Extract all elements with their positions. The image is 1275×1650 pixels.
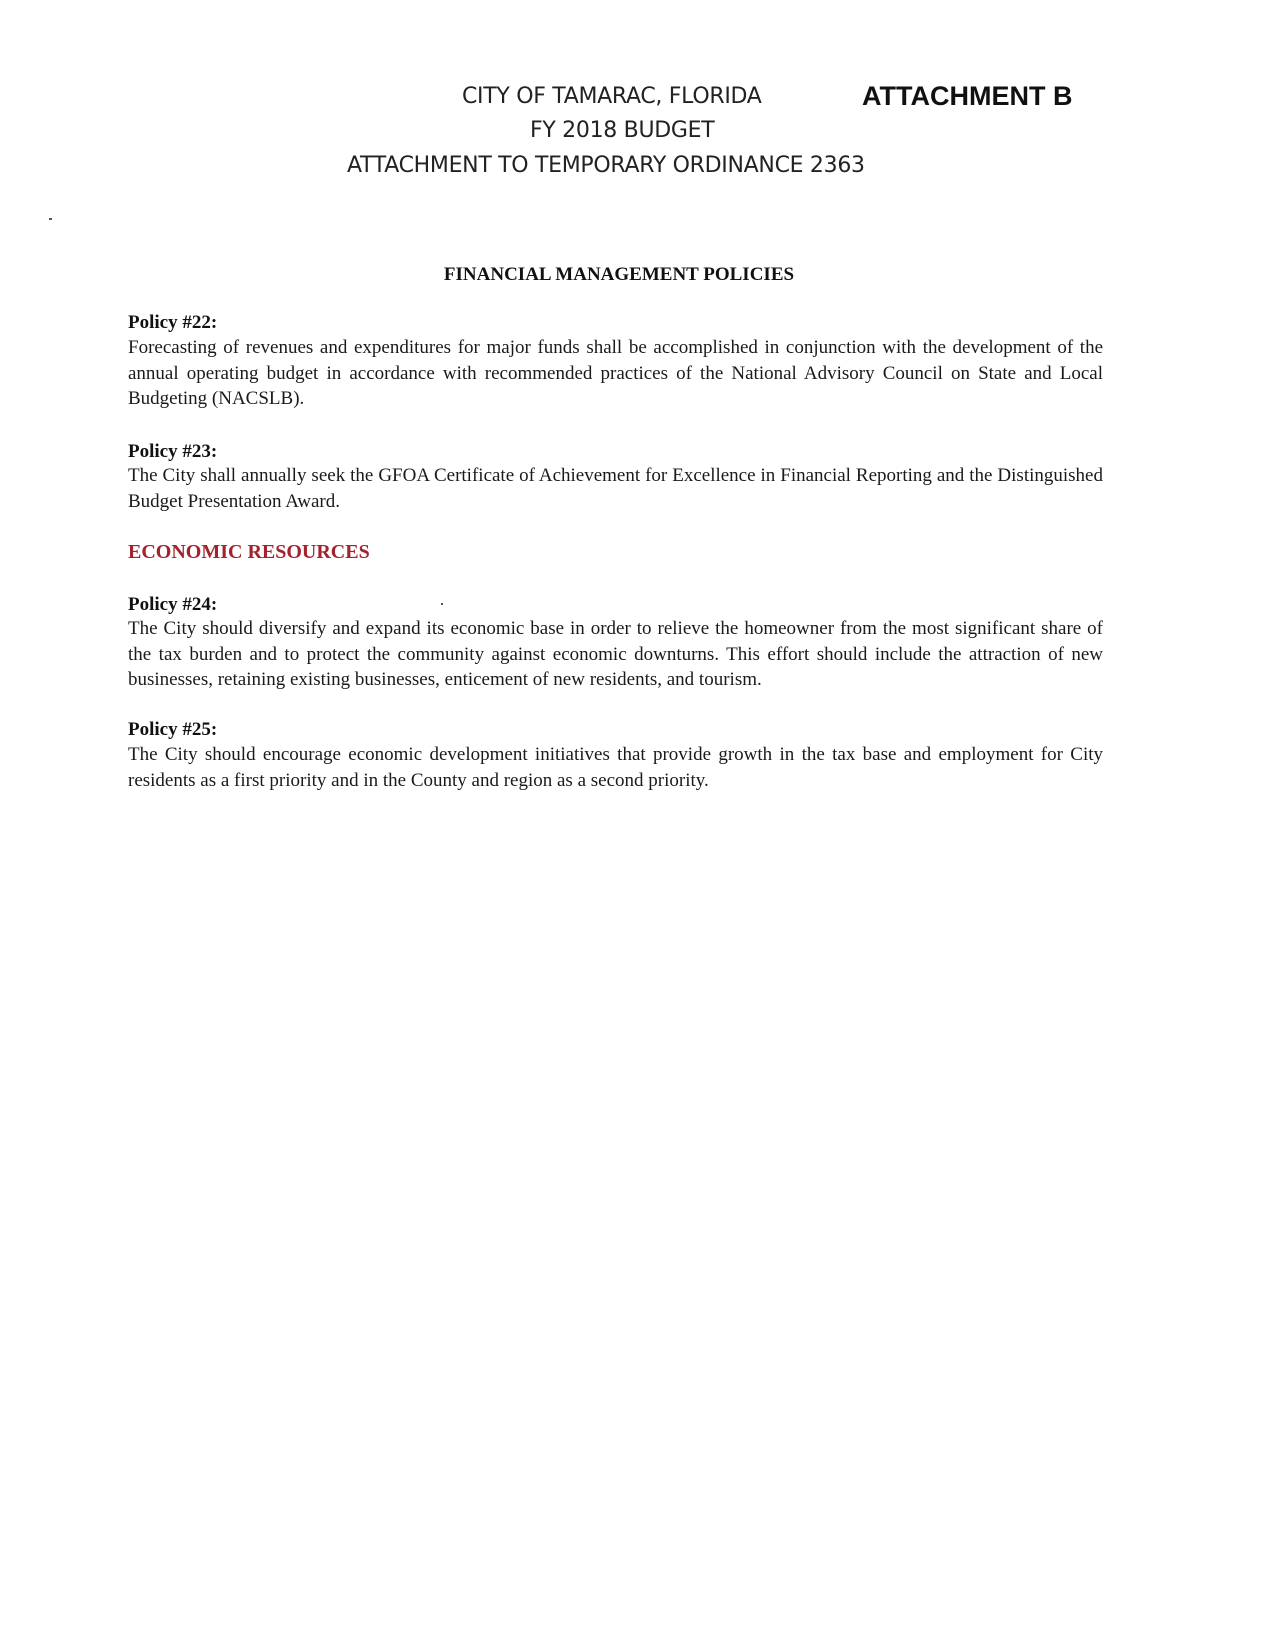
scan-speck: [49, 218, 52, 220]
section-title: FINANCIAL MANAGEMENT POLICIES: [443, 264, 795, 285]
policy-22-heading: Policy #22:: [128, 312, 218, 333]
policy-25-heading: Policy #25:: [128, 719, 218, 740]
policy-24-body: The City should diversify and expand its economic base in order to relieve the homeowner from the most significant share of the tax burden and to protect the community against economic downturns. This effort should include the attraction of new businesses, retaining existing businesses, enticement of new residents, and tourism.: [128, 618, 1103, 690]
attachment-label: ATTACHMENT B: [862, 81, 1073, 111]
header-budget-year: FY 2018 BUDGET: [530, 118, 715, 143]
header-ordinance-title: ATTACHMENT TO TEMPORARY ORDINANCE 2363: [347, 153, 865, 178]
policy-23-heading: Policy #23:: [128, 441, 218, 462]
policy-22-body: Forecasting of revenues and expenditures for major funds shall be accomplished in conjunction with the development of the annual operating budget in accordance with recommended practices of the National Advisory Council on State and Local Budgeting (NACSLB).: [128, 337, 1103, 409]
policy-24-heading: Policy #24:: [128, 594, 218, 615]
header-city-title: CITY OF TAMARAC, FLORIDA: [462, 84, 762, 109]
policy-25-body: The City should encourage economic development initiatives that provide growth in the tax base and employment for City residents as a first priority and in the County and region as a second priority.: [128, 744, 1103, 791]
scan-speck: [441, 603, 443, 605]
policy-23-body: The City shall annually seek the GFOA Certificate of Achievement for Excellence in Financial Reporting and the Distinguished Budget Presentation Award.: [128, 465, 1103, 512]
economic-resources-heading: ECONOMIC RESOURCES: [128, 541, 370, 563]
